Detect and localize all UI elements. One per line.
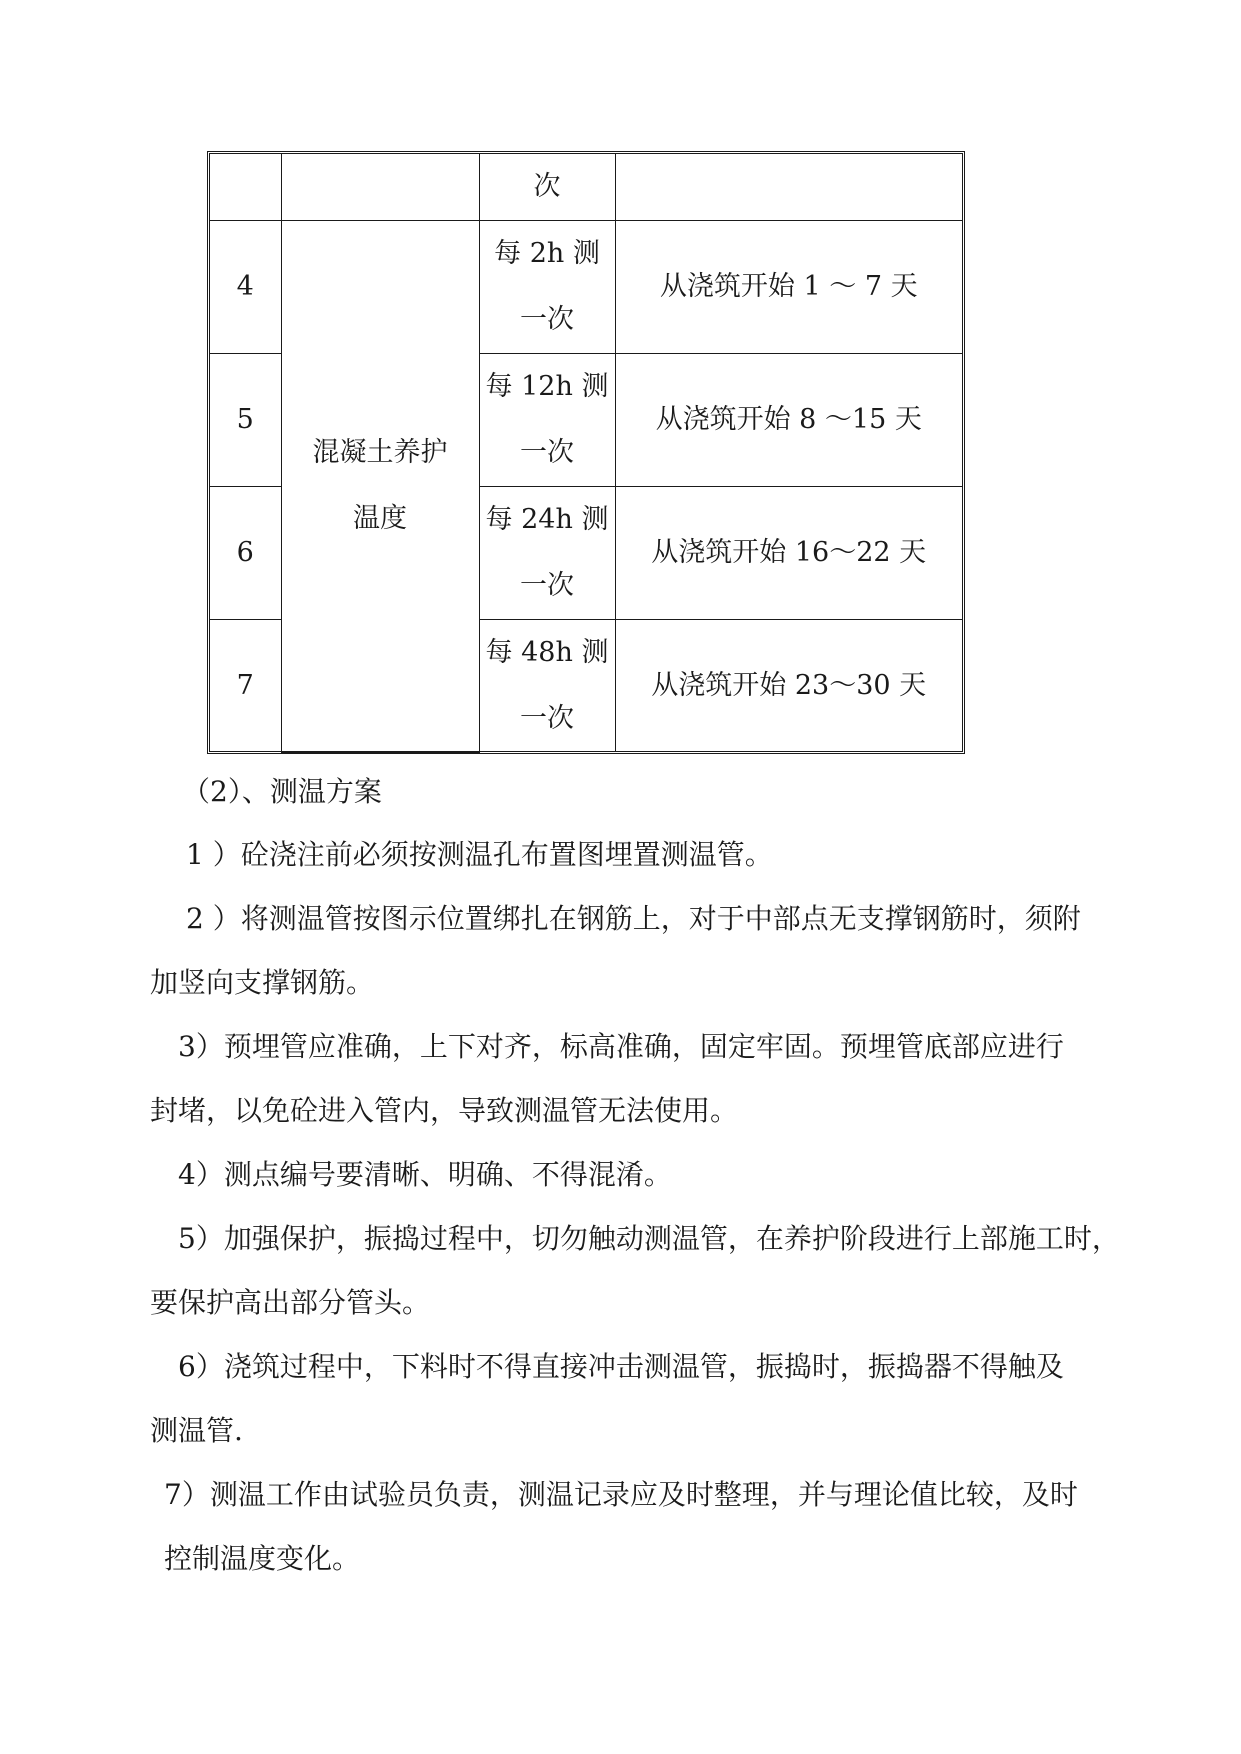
paragraph-line: 6）浇筑过程中，下料时不得直接冲击测温管，振捣时，振捣器不得触及 xyxy=(178,1350,1064,1383)
paragraph-line: 4）测点编号要清晰、明确、不得混淆。 xyxy=(178,1158,672,1191)
table-row-continuation xyxy=(210,154,962,221)
table-cell-period: 从浇筑开始 23～30 天 xyxy=(615,620,962,753)
table-cell-freq: 每 2h 测一次 xyxy=(479,221,615,354)
paragraph-line: 加竖向支撑钢筋。 xyxy=(150,966,375,999)
paragraph-line: 封堵，以免砼进入管内，导致测温管无法使用。 xyxy=(150,1094,739,1127)
table-cell-period xyxy=(615,154,962,221)
table-cell-period: 从浇筑开始 1 ～ 7 天 xyxy=(615,221,962,354)
table-cell-merged-item xyxy=(281,221,479,753)
table-cell-num: 4 xyxy=(210,221,281,354)
table-cell-num xyxy=(210,154,281,221)
paragraph-line: 5）加强保护，振捣过程中，切勿触动测温管，在养护阶段进行上部施工时， xyxy=(178,1222,1120,1255)
table-cell-period: 从浇筑开始 16～22 天 xyxy=(615,487,962,620)
section-heading: （2）、测温方案 xyxy=(182,775,382,808)
table-cell-freq: 次 xyxy=(479,154,615,221)
table-row xyxy=(210,221,962,354)
table-cell-num: 7 xyxy=(210,620,281,753)
temperature-schedule-table xyxy=(207,151,965,754)
table-cell-freq: 每 24h 测一次 xyxy=(479,487,615,620)
paragraph-line: 1 ）砼浇注前必须按测温孔布置图埋置测温管。 xyxy=(186,838,773,871)
merged-item-label: 混凝土养护温度 xyxy=(312,437,448,535)
paragraph-line: 控制温度变化。 xyxy=(164,1542,361,1575)
table-cell-item xyxy=(281,154,479,221)
paragraph-line: 2 ）将测温管按图示位置绑扎在钢筋上，对于中部点无支撑钢筋时，须附 xyxy=(186,902,1081,935)
table-cell-freq: 每 48h 测一次 xyxy=(479,620,615,753)
table-cell-period: 从浇筑开始 8 ～15 天 xyxy=(615,354,962,487)
table-cell-freq: 每 12h 测一次 xyxy=(479,354,615,487)
paragraph-line: 要保护高出部分管头。 xyxy=(150,1286,431,1319)
schedule-table-grid xyxy=(210,154,962,753)
table-cell-num: 6 xyxy=(210,487,281,620)
table-cell-num: 5 xyxy=(210,354,281,487)
paragraph-line: 7）测温工作由试验员负责，测温记录应及时整理，并与理论值比较，及时 xyxy=(164,1478,1078,1511)
paragraph-line: 3）预埋管应准确，上下对齐，标高准确，固定牢固。预埋管底部应进行 xyxy=(178,1030,1064,1063)
paragraph-line: 测温管. xyxy=(150,1414,243,1447)
